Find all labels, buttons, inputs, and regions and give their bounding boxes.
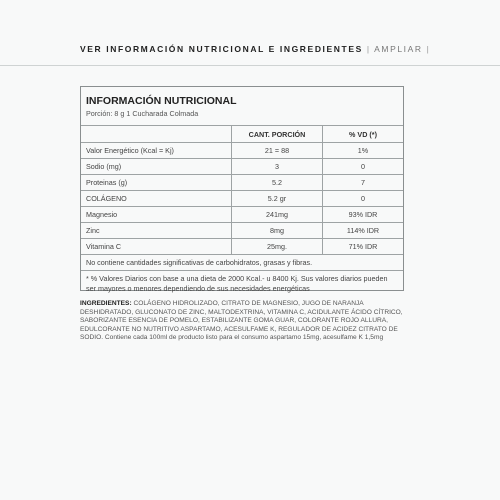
expand-link[interactable]: AMPLIAR [374,44,423,54]
footnote-row [81,271,403,294]
nutrient-amount: 5.2 gr [232,191,323,207]
ingredients-label: INGREDIENTES: [80,300,132,307]
nutrient-amount: 5.2 [232,175,323,191]
table-row [81,143,403,159]
nutrient-name: COLÁGENO [81,191,232,207]
table-row [81,239,403,255]
nutrient-name: Valor Energético (Kcal = Kj) [81,143,232,159]
nutrient-amount: 241mg [232,207,323,223]
panel-title: INFORMACIÓN NUTRICIONAL [86,95,237,107]
nutrient-dv: 0 [323,191,404,207]
nutrient-dv: 71% IDR [323,239,404,255]
nutrient-amount: 25mg. [232,239,323,255]
table-row [81,175,403,191]
nutrient-dv: 0 [323,159,404,175]
nutrient-name: Sodio (mg) [81,159,232,175]
nutrient-name: Magnesio [81,207,232,223]
table-row [81,223,403,239]
nutrient-amount: 8mg [232,223,323,239]
nutrition-toggle-link[interactable]: VER INFORMACIÓN NUTRICIONAL E INGREDIENTES [80,44,363,54]
nutrient-dv: 93% IDR [323,207,404,223]
nutrient-dv: 1% [323,143,404,159]
nutrient-dv: 7 [323,175,404,191]
header-bar [80,44,430,54]
column-header-nutrient [81,126,232,143]
nutrient-amount: 3 [232,159,323,175]
table-row [81,207,403,223]
note-row [81,255,403,271]
note-text: No contiene cantidades significativas de carbohidratos, grasas y fibras. [81,255,403,271]
ingredients-block [80,300,406,343]
header-separator: | [366,44,371,54]
footnote-text: * % Valores Diarios con base a una dieta de 2000 Kcal.- u 8400 Kj. Sus valores diarios pueden ser mayores o menores dependiendo de sus necesidades energéticas [81,271,403,294]
info-header [0,0,500,66]
portion-text: Porción: 8 g 1 Cucharada Colmada [86,109,199,118]
nutrition-table [81,125,403,293]
nutrition-panel [80,86,404,291]
table-row [81,191,403,207]
nutrient-name: Proteinas (g) [81,175,232,191]
header-separator-end: | [426,44,431,54]
ingredients-text: COLÁGENO HIDROLIZADO, CITRATO DE MAGNESIO, JUGO DE NARANJA DESHIDRATADO, GLUCONATO DE ZINC, MALTODEXTRINA, VITAMINA C, ACIDULANTE ÁCIDO CÍTRICO, SABORIZANTE ESENCIA DE POMELO, ESTABILIZANTE GOMA GUAR, COLORANTE ROJO ALLURA, EDULCORANTE NO NUTRITIVO ASPARTAMO, ACESULFAME K, REGULADOR DE ACIDEZ CITRATO DE SODIO. Contiene cada 100ml de producto listo para el consumo aspartamo 15mg, acesulfame K 1,5mg [80,300,403,342]
nutrient-dv: 114% IDR [323,223,404,239]
column-header-dv: % VD (*) [323,126,404,143]
nutrient-amount: 21 = 88 [232,143,323,159]
nutrient-name: Zinc [81,223,232,239]
table-header-row [81,126,403,143]
column-header-amount: CANT. PORCIÓN [232,126,323,143]
nutrient-name: Vitamina C [81,239,232,255]
table-row [81,159,403,175]
